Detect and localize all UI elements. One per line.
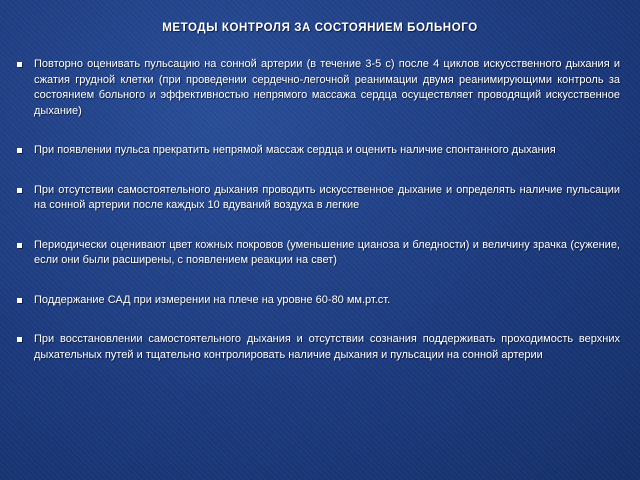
list-item <box>34 238 620 269</box>
square-bullet-icon <box>17 243 22 248</box>
bullet-text: Поддержание САД при измерении на плече на уровне 60-80 мм.рт.ст. <box>34 293 391 306</box>
list-item <box>34 57 620 119</box>
square-bullet-icon <box>17 188 22 193</box>
square-bullet-icon <box>17 62 22 67</box>
list-item <box>34 332 620 363</box>
square-bullet-icon <box>17 337 22 342</box>
bullet-text: При отсутствии самостоятельного дыхания проводить искусственное дыхание и определять наличие пульсации на сонной артерии после каждых 10 вдуваний воздуха в легкие <box>34 183 620 211</box>
square-bullet-icon <box>17 298 22 303</box>
bullet-text: Повторно оценивать пульсацию на сонной артерии (в течение 3-5 с) после 4 циклов искусственного дыхания и сжатия грудной клетки (при проведении сердечно-легочной реанимации двумя реанимирующими контроль за состоянием больного и эффективностью непрямого массажа сердца осуществляет проводящий искусственное дыхание) <box>34 58 620 117</box>
list-item <box>34 183 620 214</box>
bullet-list <box>34 57 620 387</box>
slide-title: МЕТОДЫ КОНТРОЛЯ ЗА СОСТОЯНИЕМ БОЛЬНОГО <box>162 22 478 34</box>
square-bullet-icon <box>17 148 22 153</box>
bullet-text: При появлении пульса прекратить непрямой массаж сердца и оценить наличие спонтанного дыхания <box>34 144 556 156</box>
list-item <box>34 143 620 159</box>
bullet-text: Периодически оценивают цвет кожных покровов (уменьшение цианоза и бледности) и величину зрачка (сужение, если они были расширены, с появлением реакции на свет) <box>34 238 620 266</box>
bullet-text: При восстановлении самостоятельного дыхания и отсутствии сознания поддерживать проходимость верхних дыхательных путей и тщательно контролировать наличие дыхания и пульсации на сонной артерии <box>34 333 620 361</box>
list-item <box>34 293 620 309</box>
